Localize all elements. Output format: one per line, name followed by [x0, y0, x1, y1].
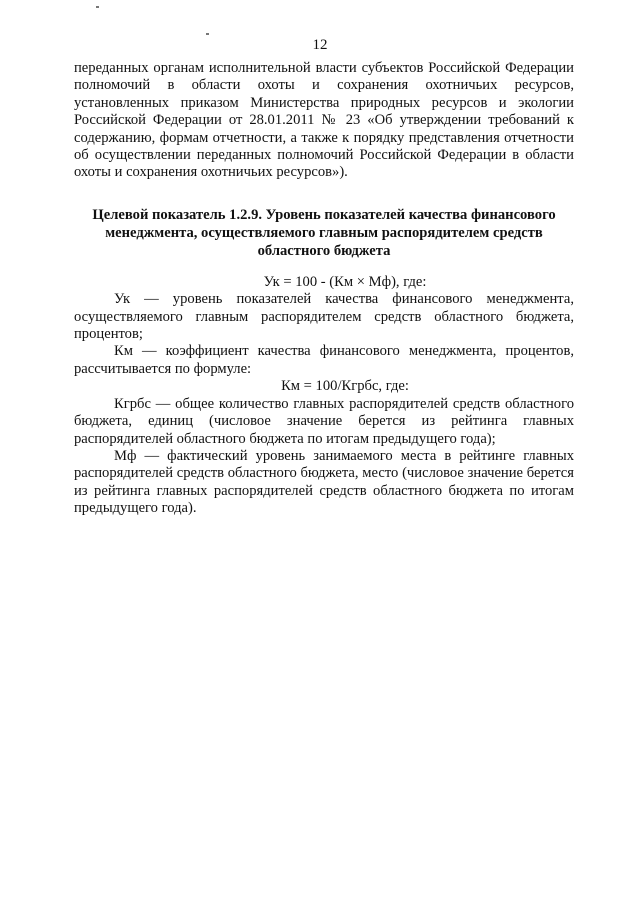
definition-km: Км — коэффициент качества финансового менеджмента, процентов, рассчитывается по формуле: [74, 343, 574, 377]
definition-uk: Ук — уровень показателей качества финансового менеджмента, осуществляемого главным распорядителем средств областного бюджета, процентов; [74, 291, 574, 343]
document-body [74, 60, 574, 518]
section-heading: Целевой показатель 1.2.9. Уровень показателей качества финансового менеджмента, осуществляемого главным распорядителем средств областного бюджета [92, 206, 556, 259]
scan-artifact [96, 6, 99, 8]
scan-artifact [206, 33, 209, 35]
formula-uk: Ук = 100 - (Км × Мф), где: [263, 273, 427, 290]
page-number: 12 [312, 37, 328, 53]
definition-mf: Мф — фактический уровень занимаемого места в рейтинге главных распорядителей средств областного бюджета, место (числовое значение берется из рейтинга главных распорядителей средств областного бюджета по итогам предыдущего года). [74, 447, 574, 517]
intro-paragraph: переданных органам исполнительной власти субъектов Российской Федерации полномочий в области охоты и сохранения охотничьих ресурсов, установленных приказом Министерства природных ресурсов и экологии Российской Федерации от 28.01.2011 № 23 «Об утверждении требований к содержанию, формам отчетности, а также к порядку представления отчетности об осуществлении переданных полномочий Российской Федерации в области охоты и сохранения охотничьих ресурсов»). [74, 60, 574, 181]
formula-km: Км = 100/Кгрбс, где: [281, 378, 409, 395]
definition-kgrbs: Кгрбс — общее количество главных распорядителей средств областного бюджета, единиц (числовое значение берется из рейтинга главных распорядителей областного бюджета по итогам предыдущего года); [74, 395, 574, 447]
